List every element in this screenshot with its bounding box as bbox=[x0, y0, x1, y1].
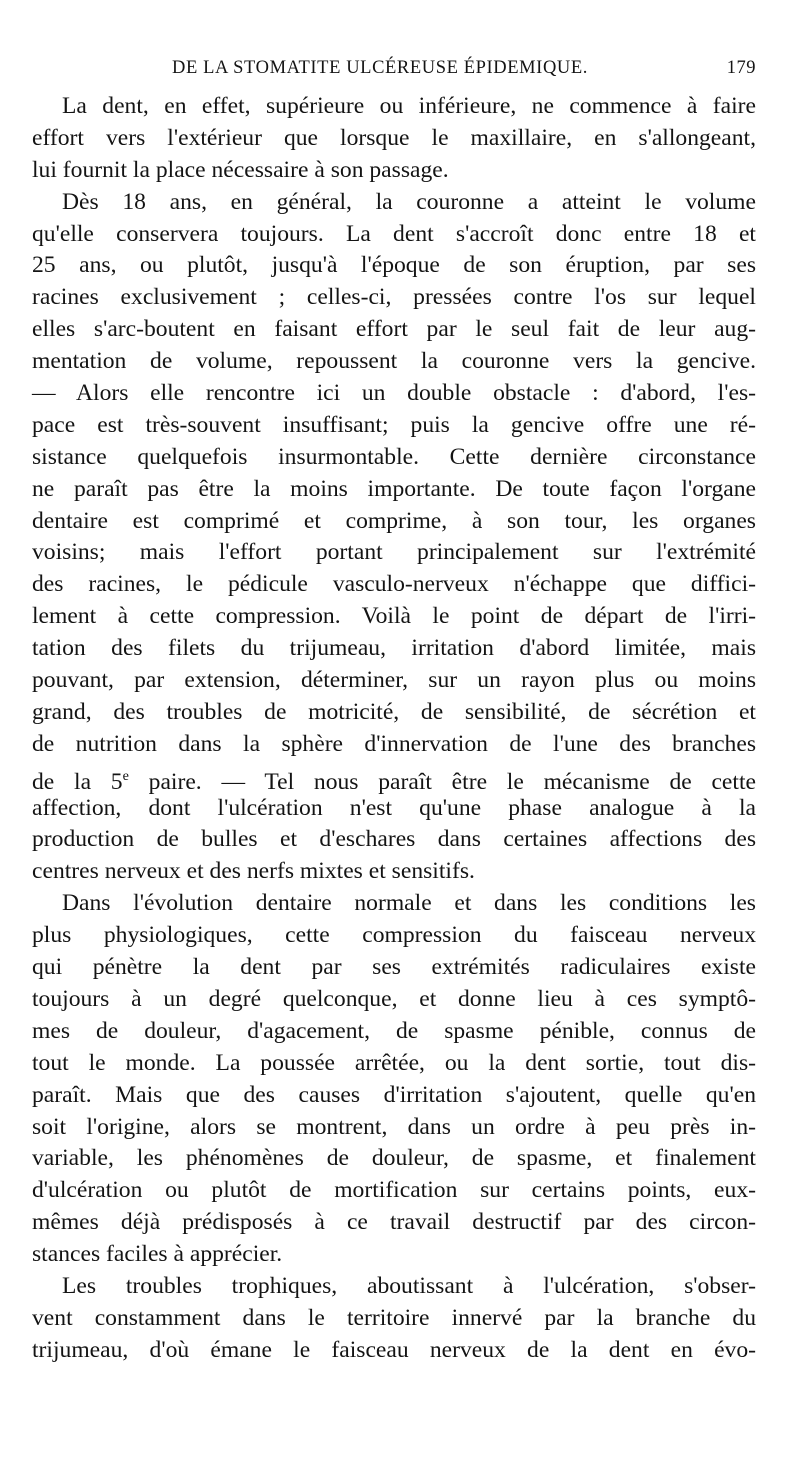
text-line: Dans l'évolution dentaire normale et dans les conditions les bbox=[62, 890, 756, 917]
text-line: ne paraît pas être la moins importante. De toute façon l'organe bbox=[32, 475, 756, 502]
paragraph bbox=[32, 91, 756, 187]
text-line: soit l'origine, alors se montrent, dans un ordre à peu près in- bbox=[32, 1113, 756, 1140]
text-line: tation des filets du trijumeau, irritation d'abord limitée, mais bbox=[32, 635, 756, 662]
text-line: des racines, le pédicule vasculo-nerveux n'échappe que diffici- bbox=[32, 571, 756, 598]
text-line: 25 ans, ou plutôt, jusqu'à l'époque de son éruption, par ses bbox=[32, 252, 756, 279]
text-line: — Alors elle rencontre ici un double obstacle : d'abord, l'es- bbox=[32, 380, 756, 407]
text-line: vent constamment dans le territoire innervé par la branche du bbox=[32, 1304, 756, 1331]
text-line: pace est très-souvent insuffisant; puis la gencive offre une ré- bbox=[32, 411, 756, 438]
text-line: La dent, en effet, supérieure ou inférieure, ne commence à faire bbox=[62, 93, 756, 119]
text-line: toujours à un degré quelconque, et donne lieu à ces symptô- bbox=[32, 985, 756, 1012]
text-line: Les troubles trophiques, aboutissant à l'ulcération, s'obser- bbox=[62, 1272, 756, 1299]
paragraph bbox=[32, 187, 756, 889]
paragraph bbox=[32, 888, 756, 1271]
text-line: dentaire est comprimé et comprime, à son tour, les organes bbox=[32, 507, 756, 534]
paragraph bbox=[32, 1271, 756, 1367]
text-line: lui fournit la place nécessaire à son passage. bbox=[32, 156, 449, 183]
text-line: elles s'arc-boutent en faisant effort par le seul fait de leur aug- bbox=[32, 316, 756, 343]
text-line: Dès 18 ans, en général, la couronne a atteint le volume bbox=[62, 188, 756, 215]
page-number: 179 bbox=[726, 58, 756, 78]
text-line: plus physiologiques, cette compression du faisceau nerveux bbox=[32, 922, 756, 949]
text-line: tout le monde. La poussée arrêtée, ou la dent sortie, tout dis- bbox=[32, 1049, 756, 1076]
text-line: voisins; mais l'effort portant principalement sur l'extrémité bbox=[32, 539, 756, 566]
text-line: mes de douleur, d'agacement, de spasme pénible, connus de bbox=[32, 1017, 756, 1044]
text-line: variable, les phénomènes de douleur, de spasme, et finalement bbox=[32, 1145, 756, 1172]
text-line: lement à cette compression. Voilà le point de départ de l'irri- bbox=[32, 603, 756, 630]
text-line: de nutrition dans la sphère d'innervation de l'une des branches bbox=[32, 730, 756, 757]
text-line: centres nerveux et des nerfs mixtes et sensitifs. bbox=[32, 858, 475, 885]
text-line: stances faciles à apprécier. bbox=[32, 1241, 283, 1268]
running-title: DE LA STOMATITE ULCÉREUSE ÉPIDEMIQUE. bbox=[172, 58, 588, 78]
text-line: pouvant, par extension, déterminer, sur un rayon plus ou moins bbox=[32, 667, 756, 694]
text-line: production de bulles et d'eschares dans certaines affections des bbox=[32, 826, 756, 853]
text-line: qui pénètre la dent par ses extrémités radiculaires existe bbox=[32, 954, 756, 981]
text-line: qu'elle conservera toujours. La dent s'accroît donc entre 18 et bbox=[32, 220, 756, 247]
text-line: affection, dont l'ulcération n'est qu'une phase analogue à la bbox=[32, 794, 756, 821]
text-line: de la 5e paire. — Tel nous paraît être le mécanisme de cette bbox=[32, 767, 756, 795]
text-line: mêmes déjà prédisposés à ce travail destructif par des circon- bbox=[32, 1209, 756, 1236]
text-line: effort vers l'extérieur que lorsque le maxillaire, en s'allongeant, bbox=[32, 124, 756, 151]
text-line: mentation de volume, repoussent la couronne vers la gencive. bbox=[32, 348, 756, 375]
text-line: paraît. Mais que des causes d'irritation s'ajoutent, quelle qu'en bbox=[32, 1081, 756, 1108]
body-text bbox=[32, 91, 756, 1367]
text-line: grand, des troubles de motricité, de sensibilité, de sécrétion et bbox=[32, 698, 756, 725]
text-line: trijumeau, d'où émane le faisceau nerveux de la dent en évo- bbox=[32, 1336, 756, 1363]
running-head bbox=[32, 58, 756, 88]
text-line: racines exclusivement ; celles-ci, pressées contre l'os sur lequel bbox=[32, 284, 756, 311]
text-line: sistance quelquefois insurmontable. Cette dernière circonstance bbox=[32, 443, 756, 470]
text-line: d'ulcération ou plutôt de mortification sur certains points, eux- bbox=[32, 1177, 756, 1204]
